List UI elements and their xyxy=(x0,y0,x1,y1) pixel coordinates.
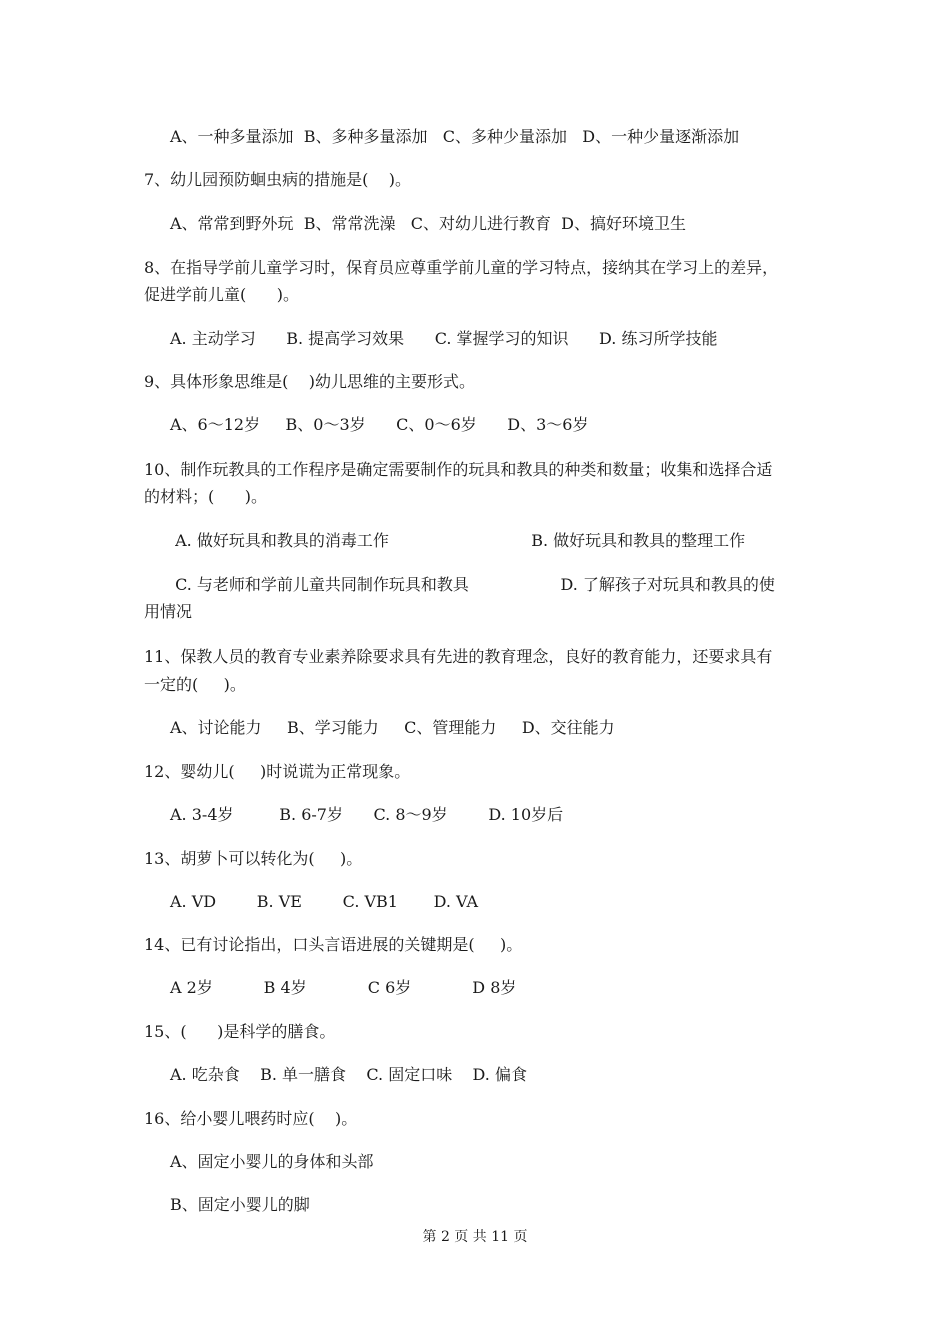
q12-options: A. 3-4岁 B. 6-7岁 C. 8～9岁 D. 10岁后 xyxy=(170,805,564,824)
q15-options: A. 吃杂食 B. 单一膳食 C. 固定口味 D. 偏食 xyxy=(170,1065,527,1084)
q10-options-row2: C. 与老师和学前儿童共同制作玩具和教具 D. 了解孩子对玩具和教具的使 xyxy=(170,575,775,594)
question-14: 14、已有讨论指出，口头言语进展的关键期是( )。 xyxy=(144,935,523,954)
q10-options-row1: A. 做好玩具和教具的消毒工作 B. 做好玩具和教具的整理工作 xyxy=(170,531,746,550)
q16-option-b: B、固定小婴儿的脚 xyxy=(170,1195,310,1214)
question-10: 10、制作玩教具的工作程序是确定需要制作的玩具和教具的种类和数量；收集和选择合适 xyxy=(144,460,773,479)
question-16: 16、给小婴儿喂药时应( )。 xyxy=(144,1109,358,1128)
q9-options: A、6～12岁 B、0～3岁 C、0～6岁 D、3～6岁 xyxy=(170,415,589,434)
q10-options-continued: 用情况 xyxy=(144,602,193,621)
page-number-footer: 第 2 页 共 11 页 xyxy=(422,1229,528,1245)
question-12: 12、婴幼儿( )时说谎为正常现象。 xyxy=(144,762,411,781)
question-11: 11、保教人员的教育专业素养除要求具有先进的教育理念，良好的教育能力，还要求具有 xyxy=(144,647,773,666)
q8-options: A. 主动学习 B. 提高学习效果 C. 掌握学习的知识 D. 练习所学技能 xyxy=(170,329,718,348)
question-8-continued: 促进学前儿童( )。 xyxy=(144,285,300,304)
question-11-continued: 一定的( )。 xyxy=(144,675,246,694)
q7-options: A、常常到野外玩 B、常常洗澡 C、对幼儿进行教育 D、搞好环境卫生 xyxy=(170,214,686,233)
question-9: 9、具体形象思维是( )幼儿思维的主要形式。 xyxy=(144,372,476,391)
question-10-continued: 的材料；( )。 xyxy=(144,487,268,506)
q11-options: A、讨论能力 B、学习能力 C、管理能力 D、交往能力 xyxy=(170,718,615,737)
q6-options: A、一种多量添加 B、多种多量添加 C、多种少量添加 D、一种少量逐渐添加 xyxy=(170,127,740,146)
question-13: 13、胡萝卜可以转化为( )。 xyxy=(144,849,363,868)
q14-options: A 2岁 B 4岁 C 6岁 D 8岁 xyxy=(170,978,517,997)
question-8: 8、在指导学前儿童学习时，保育员应尊重学前儿童的学习特点，接纳其在学习上的差异， xyxy=(144,258,779,277)
q16-option-a: A、固定小婴儿的身体和头部 xyxy=(170,1152,374,1171)
question-15: 15、( )是科学的膳食。 xyxy=(144,1022,336,1041)
question-7: 7、幼儿园预防蛔虫病的措施是( )。 xyxy=(144,170,412,189)
q13-options: A. VD B. VE C. VB1 D. VA xyxy=(170,892,479,911)
